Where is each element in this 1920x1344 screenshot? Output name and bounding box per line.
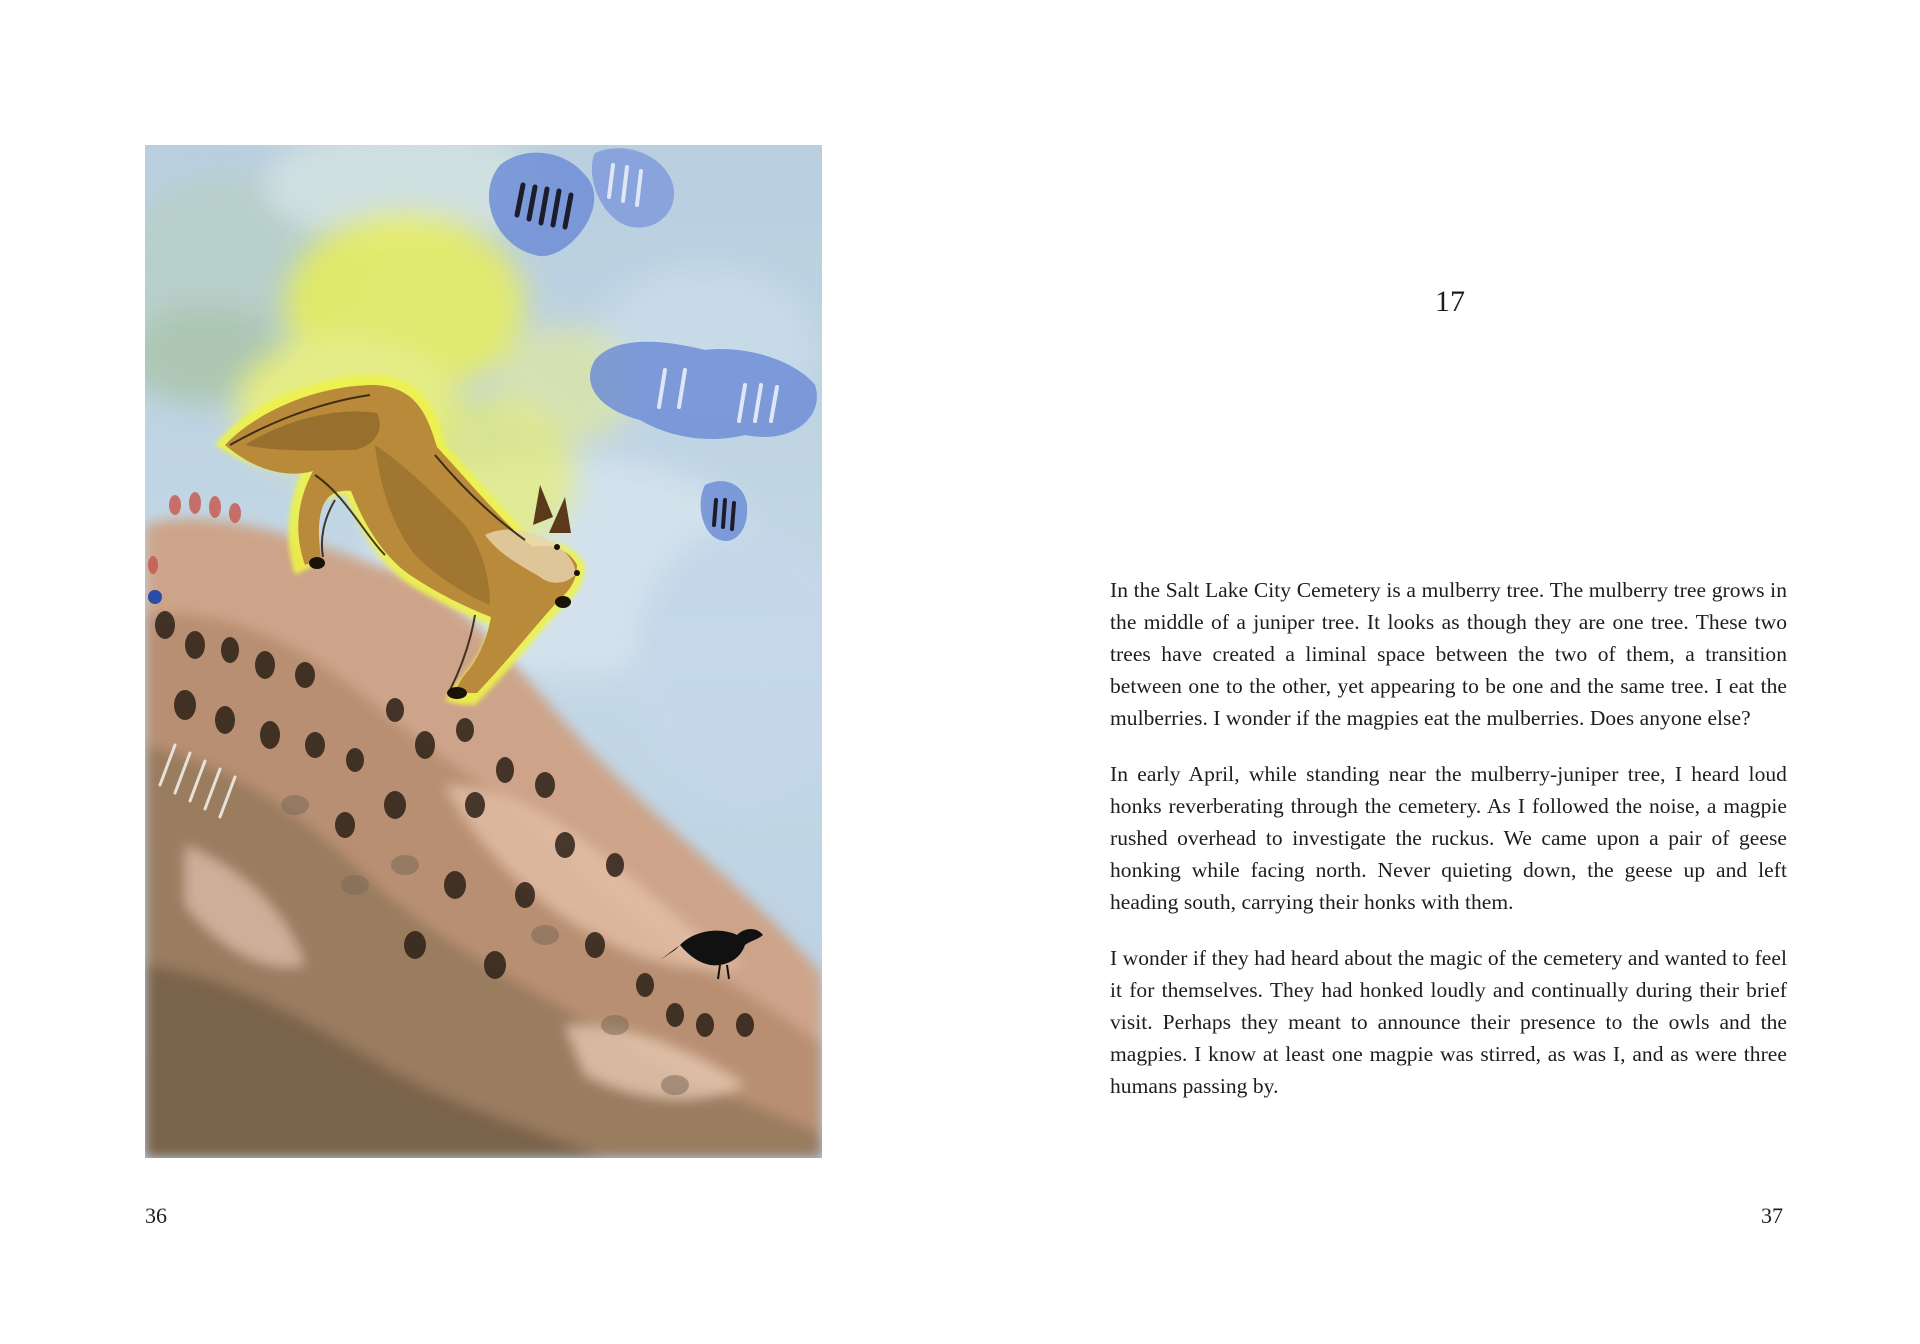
watercolor-fox-illustration (145, 145, 822, 1158)
paragraph: I wonder if they had heard about the magic of the cemetery and wanted to feel it for themselves. They had honked loudly and continually during their brief visit. Perhaps they meant to announce their presence to the owls and the magpies. I know at least one magpie was stirred, as was I, and as were three humans passing by. (1110, 946, 1787, 1098)
watercolor-fox-illustration-icon (145, 145, 822, 1158)
page-number-left: 36 (145, 1203, 167, 1228)
chapter-text (1110, 574, 1787, 1126)
paragraph: In early April, while standing near the mulberry-juniper tree, I heard loud honks reverberating through the cemetery. As I followed the noise, a magpie rushed overhead to investigate the ruckus. We came upon a pair of geese honking while facing north. Never quieting down, the geese up and left heading south, carrying their honks with them. (1110, 762, 1787, 914)
page-number-right: 37 (1761, 1203, 1783, 1228)
chapter-number: 17 (1435, 285, 1465, 318)
paragraph: In the Salt Lake City Cemetery is a mulberry tree. The mulberry tree grows in the middle of a juniper tree. It looks as though they are one tree. These two trees have created a liminal space between the two of them, a transition between one to the other, yet appearing to be one and the same tree. I eat the mulberries. I wonder if the magpies eat the mulberries. Does anyone else? (1110, 578, 1787, 730)
